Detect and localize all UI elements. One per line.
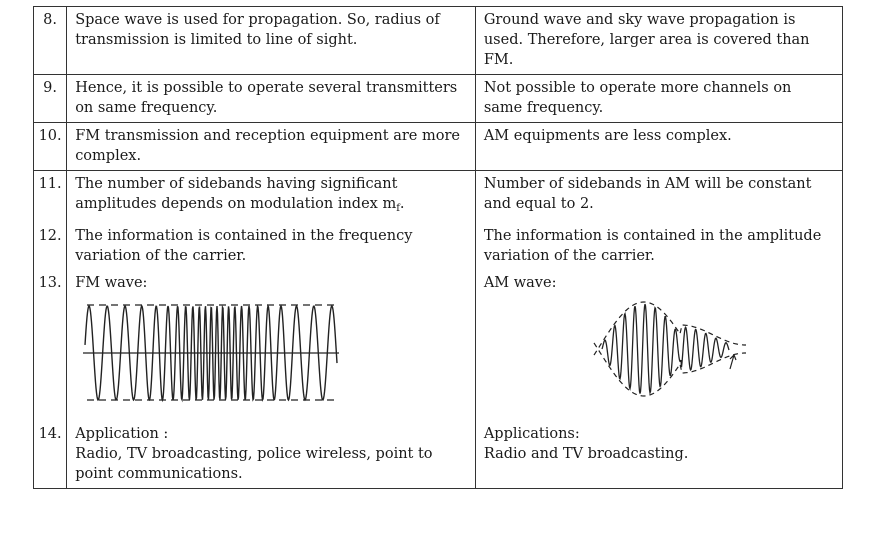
figure-row <box>34 297 843 421</box>
am-cell: Number of sidebands in AM will be constant and equal to 2. <box>475 171 842 224</box>
am-text-line1: Applications: <box>483 426 580 442</box>
row-number: 10. <box>34 123 67 171</box>
fm-cell: Space wave is used for propagation. So, radius of transmission is limited to line of sight. <box>67 7 476 75</box>
table-row <box>34 223 843 270</box>
table-row <box>34 421 843 489</box>
am-cell: The information is contained in the amplitude variation of the carrier. <box>475 223 842 270</box>
row-number: 14. <box>34 421 67 489</box>
fm-cell: The information is contained in the frequency variation of the carrier. <box>67 223 476 270</box>
fm-am-comparison-table <box>33 6 843 489</box>
fm-cell <box>67 421 476 489</box>
row-number: 11. <box>34 171 67 224</box>
fm-cell: Hence, it is possible to operate several transmitters on same frequency. <box>67 75 476 123</box>
am-cell: Not possible to operate more channels on same frequency. <box>475 75 842 123</box>
fm-cell: FM wave: <box>67 270 476 297</box>
fm-wave-figure-cell <box>67 297 476 421</box>
table-row <box>34 123 843 171</box>
fm-cell <box>67 171 476 224</box>
fm-text: The number of sidebands having significant amplitudes depends on modulation index m <box>75 176 398 212</box>
fm-text-line1: Application : <box>75 426 169 442</box>
am-cell: Ground wave and sky wave propagation is used. Therefore, larger area is covered than FM. <box>475 7 842 75</box>
fm-wave-diagram <box>75 297 345 412</box>
subscript: f <box>396 203 400 214</box>
table-row <box>34 7 843 75</box>
am-text-line2: Radio and TV broadcasting. <box>483 446 689 462</box>
table-row <box>34 270 843 297</box>
am-wave-diagram <box>484 297 824 412</box>
fm-cell: FM transmission and reception equipment are more complex. <box>67 123 476 171</box>
am-wave-figure-cell <box>475 297 842 421</box>
arrow-icon <box>730 355 736 369</box>
fm-text-tail: . <box>399 196 405 212</box>
am-cell: AM wave: <box>475 270 842 297</box>
am-cell: AM equipments are less complex. <box>475 123 842 171</box>
empty-cell <box>34 297 67 421</box>
am-waveform <box>602 304 729 394</box>
table-row <box>34 171 843 224</box>
table-row <box>34 75 843 123</box>
row-number: 13. <box>34 270 67 297</box>
fm-text-line2: Radio, TV broadcasting, police wireless, point to point communications. <box>75 446 433 482</box>
row-number: 9. <box>34 75 67 123</box>
row-number: 8. <box>34 7 67 75</box>
am-cell <box>475 421 842 489</box>
row-number: 12. <box>34 223 67 270</box>
